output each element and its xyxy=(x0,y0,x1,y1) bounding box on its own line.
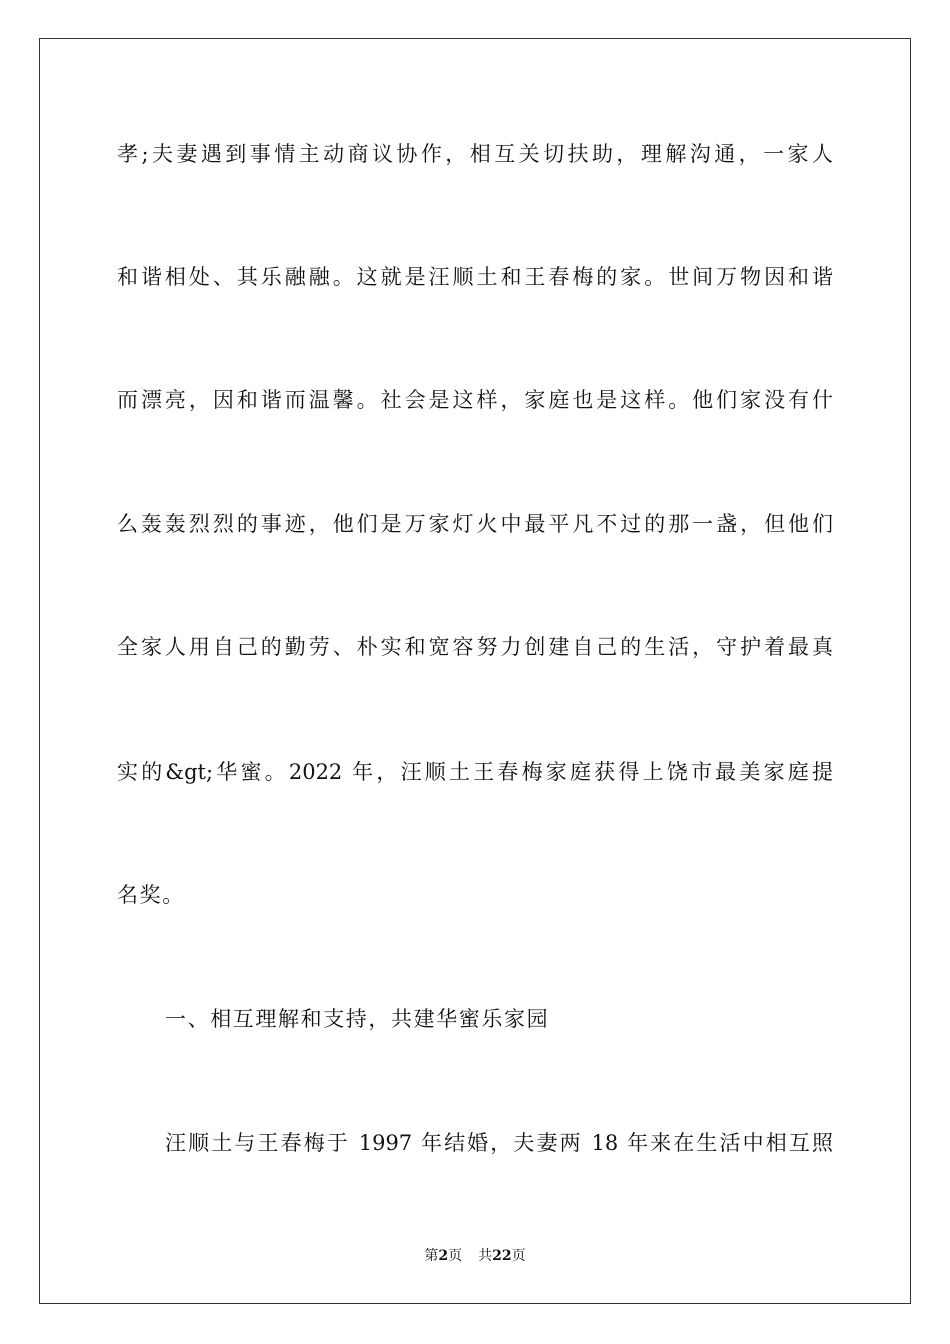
total-pages: 22 xyxy=(492,1248,512,1264)
page-prefix: 第 xyxy=(424,1248,439,1264)
page-border xyxy=(39,38,911,1304)
paragraph-line-4: 么轰轰烈烈的事迹，他们是万家灯火中最平凡不过的那一盏，但他们 xyxy=(117,512,833,536)
page-number: 2 xyxy=(438,1248,449,1264)
page-footer xyxy=(0,1246,950,1266)
paragraph-line-3: 而漂亮，因和谐而温馨。社会是这样，家庭也是这样。他们家没有什 xyxy=(117,388,833,412)
paragraph-line-6: 实的&gt;华蜜。2022 年，汪顺土王春梅家庭获得上饶市最美家庭提 xyxy=(117,760,833,784)
page-suffix: 页 xyxy=(448,1248,463,1264)
paragraph-line-1: 孝;夫妻遇到事情主动商议协作，相互关切扶助，理解沟通，一家人 xyxy=(117,142,833,166)
paragraph-line-9: 汪顺土与王春梅于 1997 年结婚，夫妻两 18 年来在生活中相互照 xyxy=(165,1131,833,1155)
paragraph-line-5: 全家人用自己的勤劳、朴实和宽容努力创建自己的生活，守护着最真 xyxy=(117,635,833,659)
paragraph-line-7: 名奖。 xyxy=(117,883,185,907)
total-suffix: 页 xyxy=(511,1248,526,1264)
paragraph-line-2: 和谐相处、其乐融融。这就是汪顺土和王春梅的家。世间万物因和谐 xyxy=(117,265,833,289)
section-heading: 一、相互理解和支持，共建华蜜乐家园 xyxy=(165,1007,550,1031)
total-prefix: 共 xyxy=(478,1248,493,1264)
